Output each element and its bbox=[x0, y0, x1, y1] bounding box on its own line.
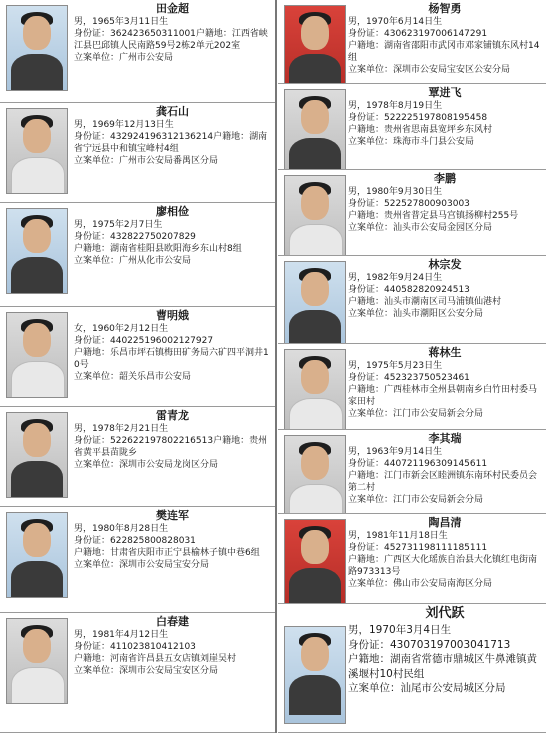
suspect-info bbox=[348, 516, 542, 590]
photo-body bbox=[289, 568, 341, 604]
sex-birthdate: 男，1969年12月13日生 bbox=[74, 120, 174, 130]
household-address: 户籍地：江门市新会区睦洲镇东南环村民委员会第二村 bbox=[348, 471, 538, 493]
case-unit: 立案单位：广州市公安局 bbox=[74, 53, 174, 63]
suspect-card bbox=[278, 514, 546, 604]
id-number: 身份证：522225197808195458 bbox=[348, 113, 488, 123]
suspect-card bbox=[278, 430, 546, 514]
right-column bbox=[278, 0, 546, 733]
household-address: 户籍地：湖南省桂阳县欧阳海乡东山村8组 bbox=[74, 244, 242, 254]
photo-body bbox=[11, 157, 65, 194]
suspect-name: 樊连军 bbox=[156, 509, 189, 522]
suspect-name: 蒋林生 bbox=[428, 346, 462, 359]
id-number: 身份证：432924196312136214户籍地：湖南省宁远县中和镇宝峰村4组 bbox=[74, 132, 268, 154]
sex-birthdate: 男，1963年9月14日生 bbox=[348, 447, 443, 457]
sex-birthdate: 男，1981年4月12日生 bbox=[74, 630, 169, 640]
id-number: 身份证：522527800903003 bbox=[348, 199, 470, 209]
household-address: 户籍地：贵州省思南县宽坪乡东风村 bbox=[348, 125, 493, 135]
case-unit: 立案单位：佛山市公安局南海区分局 bbox=[348, 579, 493, 589]
suspect-card bbox=[0, 203, 275, 307]
suspect-photo bbox=[284, 261, 346, 344]
suspect-info bbox=[74, 615, 271, 677]
household-address: 户籍地：湖南省常德市鼎城区牛鼻滩镇黄溪堰村10村民组 bbox=[348, 653, 537, 680]
photo-body bbox=[289, 54, 341, 84]
case-unit: 立案单位：广州市公安局番禺区分局 bbox=[74, 156, 219, 166]
suspect-info bbox=[348, 2, 542, 76]
photo-head bbox=[23, 219, 51, 253]
id-number: 身份证：622825800828031 bbox=[74, 536, 196, 546]
photo-body bbox=[11, 667, 65, 704]
case-unit: 立案单位：广州从化市公安局 bbox=[74, 256, 192, 266]
id-number: 身份证：430623197006147291 bbox=[348, 29, 488, 39]
case-unit: 立案单位：江门市公安局新会分局 bbox=[348, 495, 484, 505]
photo-head bbox=[301, 186, 329, 220]
id-number: 身份证：362423650311001户籍地：江西省峡江县巴邱镇人民南路59号2栋2单元202室 bbox=[74, 29, 268, 51]
photo-head bbox=[23, 323, 51, 357]
household-address: 户籍地：贵州省普定县马宫镇扬柳村255号 bbox=[348, 211, 519, 221]
photo-head bbox=[23, 523, 51, 557]
suspect-card bbox=[0, 507, 275, 613]
household-address: 户籍地：甘肃省庆阳市正宁县榆林子镇中巷6组 bbox=[74, 548, 260, 558]
photo-body bbox=[11, 561, 63, 598]
household-address: 户籍地：广西桂林市全州县朝南乡白竹田村委马家田村 bbox=[348, 385, 538, 407]
suspect-info bbox=[74, 2, 271, 64]
photo-head bbox=[23, 629, 51, 663]
column-divider bbox=[275, 0, 277, 733]
case-unit: 立案单位：深圳市公安局龙岗区分局 bbox=[74, 460, 219, 470]
id-number: 身份证：440225196002127927 bbox=[74, 336, 214, 346]
sex-birthdate: 男，1970年6月14日生 bbox=[348, 17, 443, 27]
photo-head bbox=[301, 100, 329, 134]
case-unit: 立案单位：深圳市公安局宝安区分局 bbox=[74, 666, 219, 676]
photo-head bbox=[23, 16, 51, 50]
suspect-name: 李鹏 bbox=[434, 172, 456, 185]
suspect-photo bbox=[284, 349, 346, 430]
household-address: 户籍地：汕头市潮南区司马浦镇仙港村 bbox=[348, 297, 502, 307]
suspect-info bbox=[348, 172, 542, 234]
suspect-card bbox=[0, 0, 275, 103]
suspect-photo bbox=[284, 519, 346, 604]
suspect-info bbox=[74, 105, 271, 167]
suspect-name: 杨智勇 bbox=[428, 2, 462, 15]
suspect-photo bbox=[284, 89, 346, 170]
suspect-photo bbox=[284, 626, 346, 724]
suspect-info bbox=[348, 432, 542, 506]
suspect-photo bbox=[6, 412, 68, 498]
suspect-name: 曹明娥 bbox=[156, 309, 189, 322]
photo-head bbox=[301, 530, 329, 564]
suspect-info bbox=[74, 409, 271, 471]
suspect-name: 陶昌清 bbox=[428, 516, 462, 529]
sex-birthdate: 男，1980年9月30日生 bbox=[348, 187, 443, 197]
suspect-name: 林宗发 bbox=[428, 258, 462, 271]
suspect-info bbox=[74, 309, 271, 383]
id-number: 身份证：432822750207829 bbox=[74, 232, 196, 242]
suspect-name: 白春建 bbox=[156, 615, 189, 628]
suspect-card bbox=[0, 307, 275, 407]
case-unit: 立案单位：汕头市潮阳区公安分局 bbox=[348, 309, 484, 319]
suspect-card bbox=[278, 0, 546, 84]
suspect-info bbox=[74, 205, 271, 267]
case-unit: 立案单位：汕尾市公安局城区分局 bbox=[348, 682, 506, 694]
suspect-card bbox=[278, 170, 546, 256]
photo-head bbox=[23, 119, 51, 153]
suspect-photo bbox=[284, 5, 346, 84]
sex-birthdate: 男，1981年11月18日生 bbox=[348, 531, 448, 541]
photo-head bbox=[301, 16, 329, 50]
suspect-photo bbox=[6, 108, 68, 194]
suspect-card bbox=[0, 407, 275, 507]
suspect-card bbox=[0, 613, 275, 733]
photo-body bbox=[289, 310, 341, 344]
id-number: 身份证：522622197802216513户籍地：贵州省黄平县苗陇乡 bbox=[74, 436, 268, 458]
id-number: 身份证：411023810412103 bbox=[74, 642, 196, 652]
suspect-photo bbox=[6, 5, 68, 91]
suspect-card bbox=[278, 344, 546, 430]
suspect-photo bbox=[284, 175, 346, 256]
photo-head bbox=[301, 637, 329, 671]
sex-birthdate: 男，1965年3月11日生 bbox=[74, 17, 169, 27]
sex-birthdate: 男，1980年8月28日生 bbox=[74, 524, 169, 534]
suspect-name: 雷青龙 bbox=[156, 409, 189, 422]
suspect-info bbox=[74, 509, 271, 571]
household-address: 户籍地：河南省许昌县五女店镇刘崖吴村 bbox=[74, 654, 237, 664]
household-address: 户籍地：湖南省邵阳市武冈市邓家铺镇东风村14组 bbox=[348, 41, 540, 63]
photo-body bbox=[289, 224, 343, 256]
case-unit: 立案单位：珠海市斗门县公安局 bbox=[348, 137, 475, 147]
suspect-info bbox=[348, 258, 542, 320]
photo-head bbox=[301, 272, 329, 306]
photo-head bbox=[301, 360, 329, 394]
sex-birthdate: 女，1960年2月12日生 bbox=[74, 324, 169, 334]
id-number: 身份证：440582820924513 bbox=[348, 285, 470, 295]
suspect-card bbox=[0, 103, 275, 203]
photo-head bbox=[301, 446, 329, 480]
photo-body bbox=[289, 138, 341, 170]
case-unit: 立案单位：汕头市公安局金园区分局 bbox=[348, 223, 493, 233]
case-unit: 立案单位：韶关乐昌市公安局 bbox=[74, 372, 192, 382]
suspect-name: 覃进飞 bbox=[428, 86, 462, 99]
sex-birthdate: 男，1970年3月4日生 bbox=[348, 624, 452, 636]
suspect-photo bbox=[6, 208, 68, 294]
suspect-name: 李其瑞 bbox=[428, 432, 462, 445]
photo-body bbox=[11, 361, 65, 398]
suspect-info bbox=[348, 346, 542, 420]
suspect-photo bbox=[284, 435, 346, 514]
suspect-name: 廖相俭 bbox=[156, 205, 189, 218]
suspect-card bbox=[278, 256, 546, 344]
id-number: 身份证：452731198111185111 bbox=[348, 543, 488, 553]
suspect-photo bbox=[6, 618, 68, 704]
case-unit: 立案单位：深圳市公安局宝安区公安分局 bbox=[348, 65, 511, 75]
case-unit: 立案单位：深圳市公安局宝安分局 bbox=[74, 560, 210, 570]
sex-birthdate: 男，1978年8月19日生 bbox=[348, 101, 443, 111]
id-number: 身份证：430703197003041713 bbox=[348, 638, 511, 651]
photo-body bbox=[289, 484, 343, 514]
id-number: 身份证：440721196309145611 bbox=[348, 459, 488, 469]
sex-birthdate: 男，1982年9月24日生 bbox=[348, 273, 443, 283]
suspect-name: 田金超 bbox=[156, 2, 189, 15]
suspect-photo bbox=[6, 512, 68, 598]
suspect-card bbox=[278, 604, 546, 733]
suspect-photo bbox=[6, 312, 68, 398]
suspect-info bbox=[348, 606, 542, 696]
household-address: 户籍地：广西区大化瑶族自治县大化镇红电街南路973313号 bbox=[348, 555, 538, 577]
id-number: 身份证：452323750523461 bbox=[348, 373, 470, 383]
photo-body bbox=[11, 461, 63, 498]
photo-body bbox=[289, 398, 343, 430]
sex-birthdate: 男，1978年2月21日生 bbox=[74, 424, 169, 434]
suspect-name: 刘代跃 bbox=[425, 606, 465, 621]
suspect-name: 龚石山 bbox=[156, 105, 189, 118]
suspect-card bbox=[278, 84, 546, 170]
suspect-info bbox=[348, 86, 542, 148]
photo-body bbox=[11, 54, 63, 91]
case-unit: 立案单位：江门市公安局新会分局 bbox=[348, 409, 484, 419]
sex-birthdate: 男，1975年2月7日生 bbox=[74, 220, 163, 230]
photo-head bbox=[23, 423, 51, 457]
photo-body bbox=[11, 257, 63, 294]
sex-birthdate: 男，1975年5月23日生 bbox=[348, 361, 443, 371]
household-address: 户籍地：乐昌市坪石镇梅田矿务局六矿四平洞井10号 bbox=[74, 348, 269, 370]
photo-body bbox=[289, 675, 341, 715]
